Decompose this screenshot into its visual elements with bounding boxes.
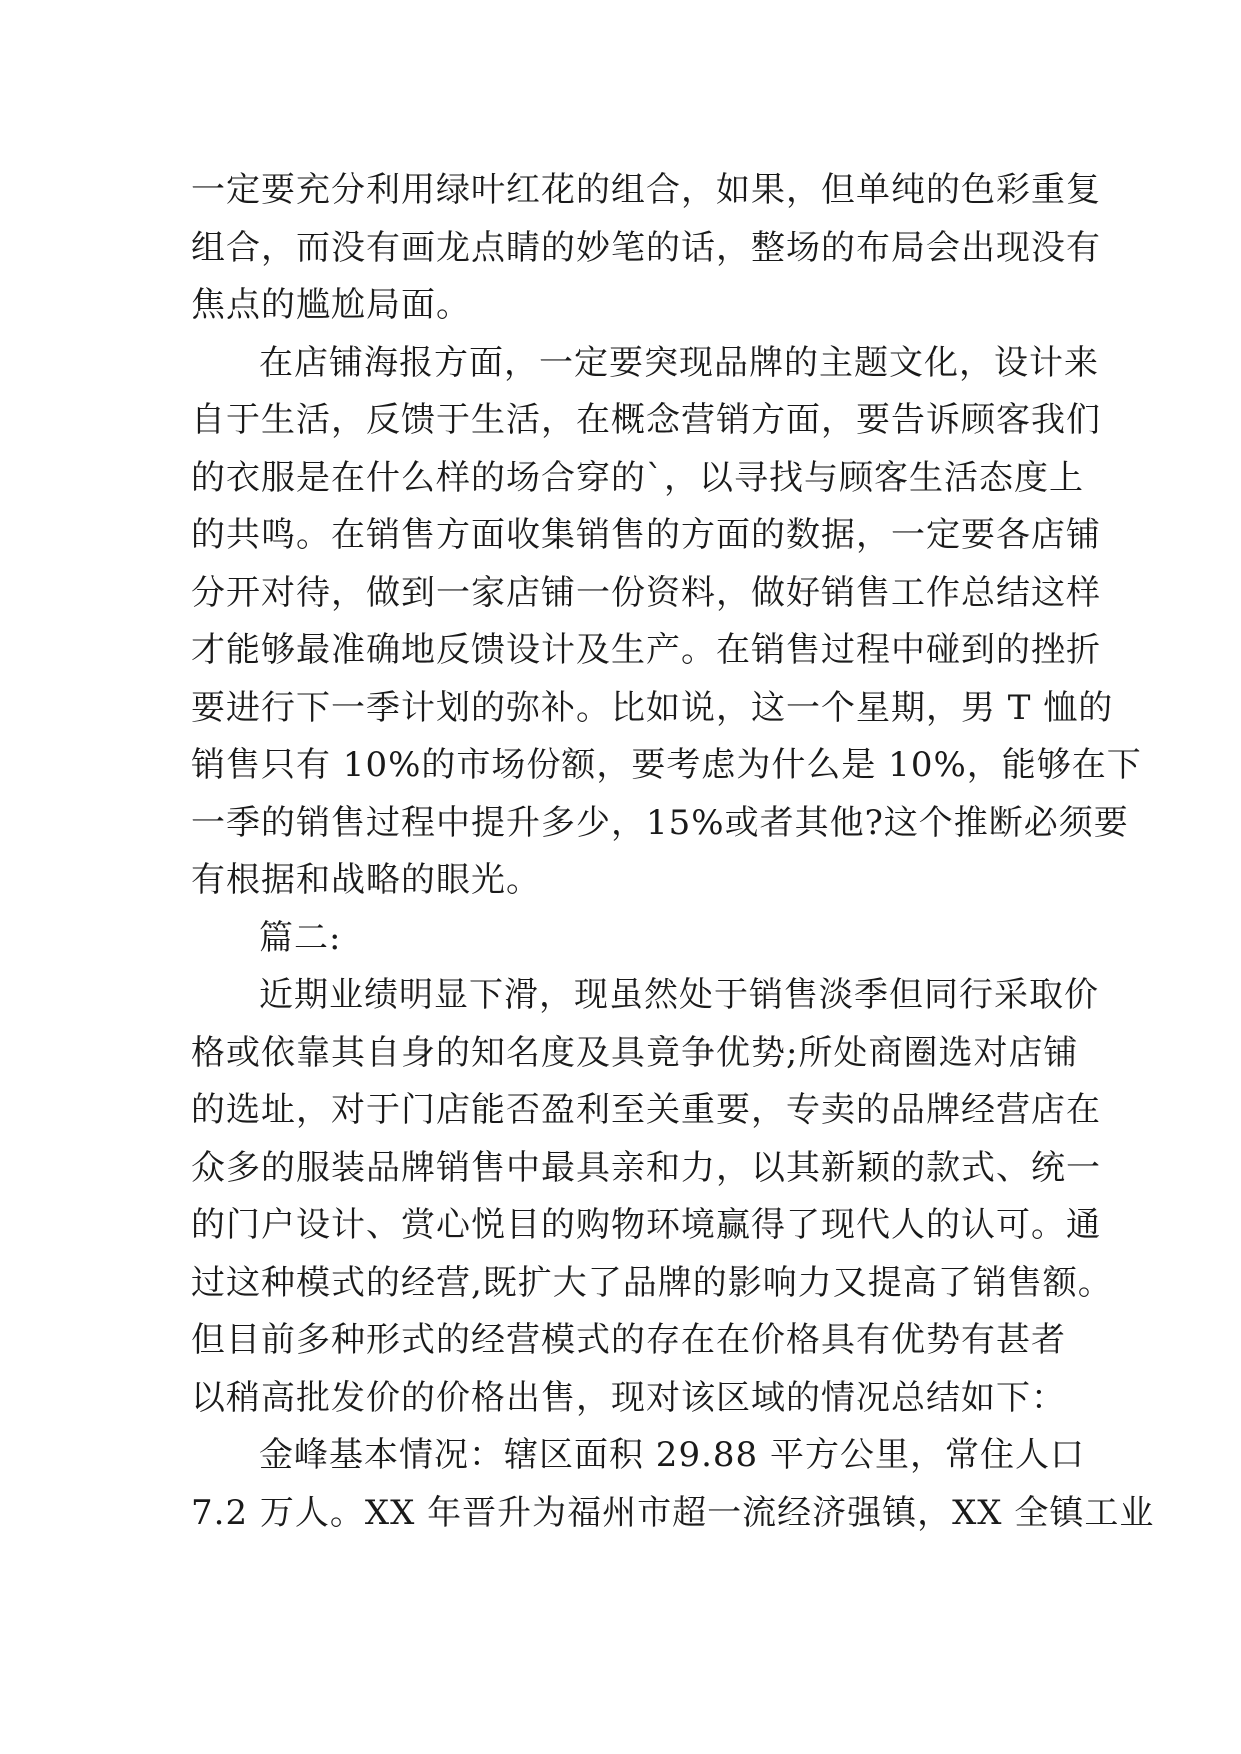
section-heading: 篇二: xyxy=(259,917,342,958)
text-line: 的门户设计、赏心悦目的购物环境赢得了现代人的认可。通 xyxy=(191,1205,1101,1245)
text-line: 有根据和战略的眼光。 xyxy=(191,860,541,900)
text-line: 近期业绩明显下滑，现虽然处于销售淡季但同行采取价 xyxy=(259,975,1099,1015)
text-line: 分开对待，做到一家店铺一份资料，做好销售工作总结这样 xyxy=(191,572,1101,613)
text-line: 一定要充分利用绿叶红花的组合，如果，但单纯的色彩重复 xyxy=(191,170,1101,210)
text-line: 格或依靠其自身的知名度及具竟争优势;所处商圈选对店铺 xyxy=(191,1032,1079,1073)
text-line: 组合，而没有画龙点睛的妙笔的话，整场的布局会出现没有 xyxy=(191,227,1101,268)
text-line: 才能够最准确地反馈设计及生产。在销售过程中碰到的挫折 xyxy=(191,630,1101,670)
text-line: 金峰基本情况：辖区面积 29.88 平方公里，常住人口 xyxy=(259,1435,1085,1475)
text-line: 过这种模式的经营,既扩大了品牌的影响力又提高了销售额。 xyxy=(191,1262,1113,1303)
text-line: 自于生活，反馈于生活，在概念营销方面，要告诉顾客我们 xyxy=(191,400,1101,440)
text-line: 一季的销售过程中提升多少，15%或者其他?这个推断必须要 xyxy=(191,802,1129,843)
text-line: 的共鸣。在销售方面收集销售的方面的数据，一定要各店铺 xyxy=(191,515,1101,555)
text-line: 焦点的尴尬局面。 xyxy=(191,285,471,325)
text-line: 众多的服装品牌销售中最具亲和力，以其新颖的款式、统一 xyxy=(191,1147,1101,1188)
text-line: 在店铺海报方面，一定要突现品牌的主题文化，设计来 xyxy=(259,342,1099,383)
text-line: 以稍高批发价的价格出售，现对该区域的情况总结如下： xyxy=(191,1377,1066,1418)
text-line: 的选址，对于门店能否盈利至关重要，专卖的品牌经营店在 xyxy=(191,1090,1101,1130)
text-line: 要进行下一季计划的弥补。比如说，这一个星期，男 T 恤的 xyxy=(191,687,1114,728)
document-body xyxy=(191,162,1155,1542)
text-line: 销售只有 10%的市场份额，要考虑为什么是 10%，能够在下 xyxy=(191,745,1142,785)
text-line: 但目前多种形式的经营模式的存在在价格具有优势有甚者 xyxy=(191,1320,1066,1360)
text-line: 7.2 万人。XX 年晋升为福州市超一流经济强镇，XX 全镇工业 xyxy=(191,1492,1155,1533)
text-line: 的衣服是在什么样的场合穿的`，以寻找与顾客生活态度上 xyxy=(191,457,1084,498)
